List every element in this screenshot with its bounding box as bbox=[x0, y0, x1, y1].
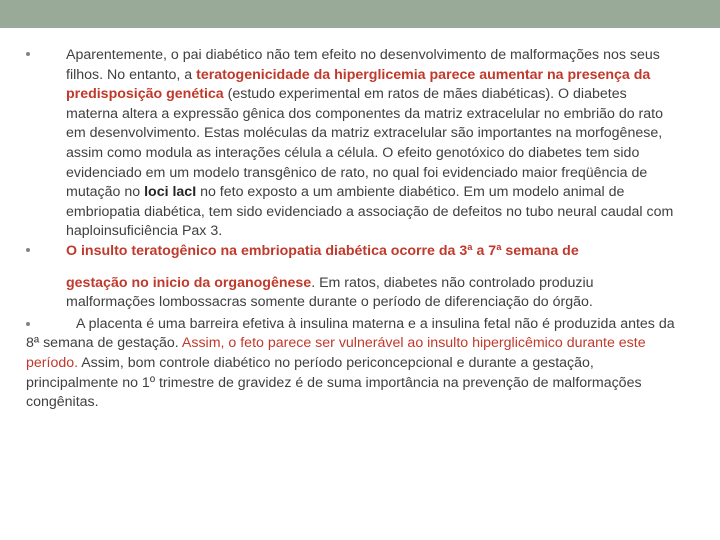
bullet-icon bbox=[26, 248, 30, 252]
p1-text-2: (estudo experimental em ratos de mães diabéticas). O diabetes materna altera a expressão gênica dos componentes da matriz extracelular no embrião do rato em desenvolvimento. Estas moléculas da matriz extracelular são importantes na morfogênese, assim como modula as interações célula a célula. O efeito genotóxico do diabetes tem sido evidenciado em um modelo transgênico de rato, no qual foi evidenciado maior freqüência de mutação no bbox=[66, 86, 663, 201]
bullet-icon bbox=[26, 52, 30, 56]
bullet-icon bbox=[26, 322, 30, 326]
p1-highlight-teratogenicity: teratogenicidade da hiperglicemia parece aumentar na presença da predisposição genética bbox=[66, 66, 651, 103]
p3-body bbox=[26, 315, 678, 413]
header-bar bbox=[0, 0, 720, 28]
p1-highlight-loci: loci lacI bbox=[144, 184, 197, 201]
slide-body bbox=[26, 46, 678, 413]
p1-text-1: Aparentemente, o pai diabético não tem efeito no desenvolvimento de malformações nos seus filhos. No entanto, a bbox=[66, 47, 660, 83]
p2-highlight-line-2: gestação no inicio da organogênese bbox=[66, 274, 312, 291]
p3-highlight-vulnerable: Assim, o feto parece ser vulnerável ao insulto hiperglicêmico durante este período. bbox=[26, 335, 646, 371]
p1-text-3: no feto exposto a um ambiente diabético. Em um modelo animal de embriopatia diabética, tem sido evidenciado a associação de defeitos no tubo neural caudal com haploinsuficiência Pax 3. bbox=[66, 184, 674, 240]
paragraph-teratogenic-insult bbox=[26, 242, 678, 313]
p2-text-1: . Em ratos, diabetes não controlado produziu malformações lombossacras somente durante o período de diferenciação do órgão. bbox=[66, 274, 594, 311]
paragraph-placenta bbox=[26, 315, 678, 413]
p3-text-1: A placenta é uma barreira efetiva à insulina materna e a insulina fetal não é produzida antes da 8ª semana de gestação. bbox=[26, 315, 675, 352]
p3-text-2: Assim, bom controle diabético no período periconcepcional e durante a gestação, principalmente no 1º trimestre de gravidez é de suma importância na prevenção de malformações congênitas. bbox=[26, 354, 642, 411]
paragraph-paternal-diabetes bbox=[26, 46, 678, 242]
p2-highlight-line-1: O insulto teratogênico na embriopatia diabética ocorre da 3ª a 7ª semana de bbox=[66, 242, 579, 259]
